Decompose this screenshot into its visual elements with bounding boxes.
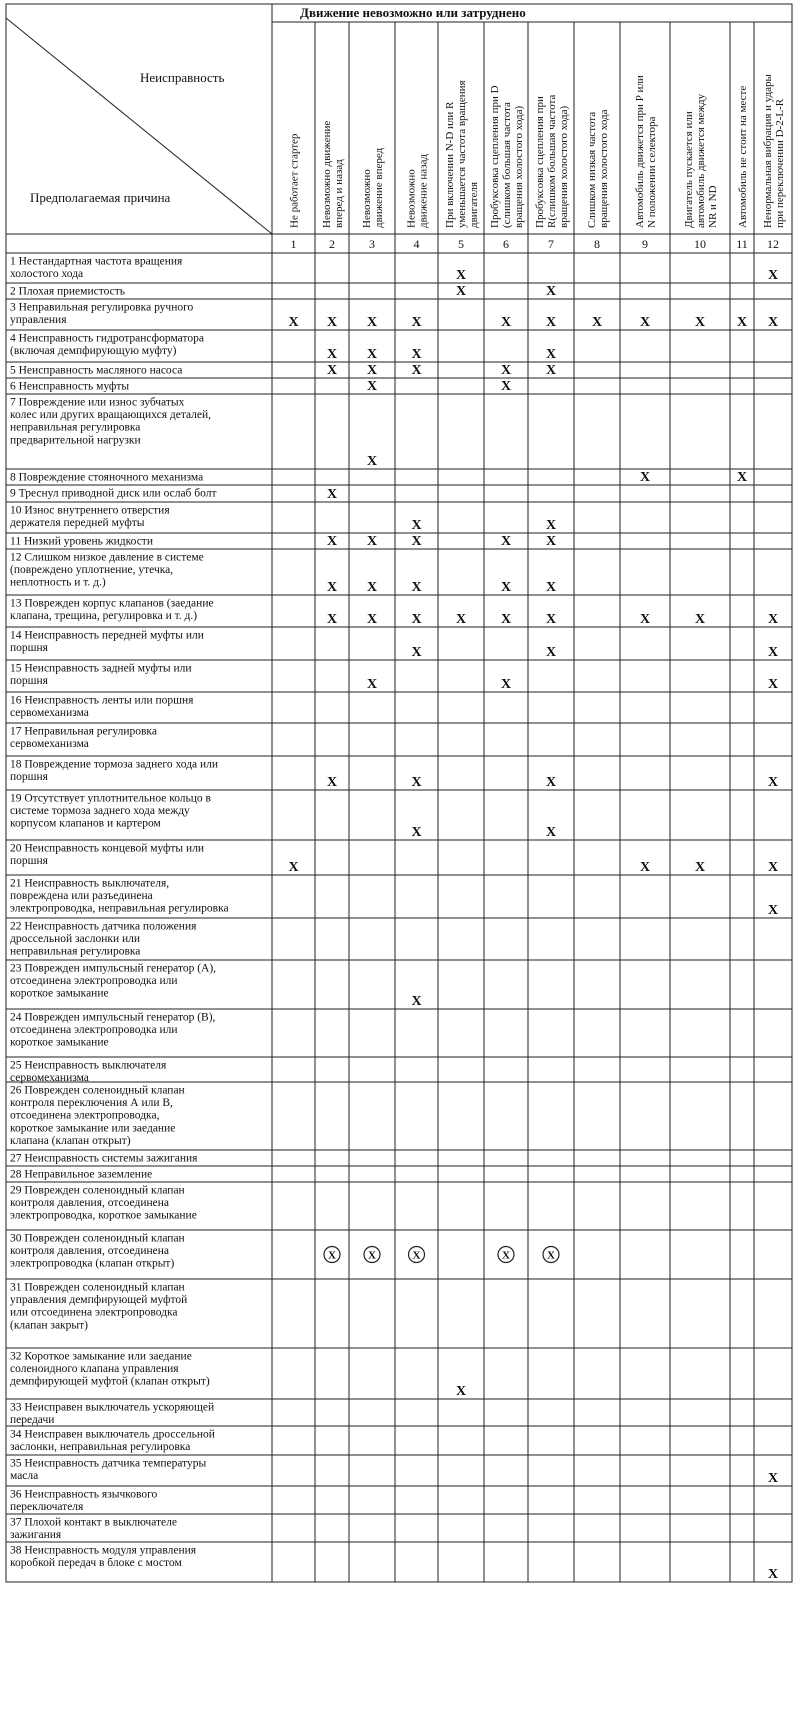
cause-text: 16 Неисправность ленты или поршня [10, 694, 194, 707]
cell-mark-x: X [366, 347, 378, 362]
column-header-5 [444, 80, 480, 228]
cause-text: сервомеханизма [10, 738, 89, 751]
cause-text: корпусом клапанов и картером [10, 817, 161, 830]
cause-text: отсоединена электропроводка или [10, 1024, 178, 1037]
cause-text: 35 Неисправность датчика температуры [10, 1457, 207, 1470]
cause-text: предварительной нагрузки [10, 434, 141, 447]
cell-mark-x: X [767, 903, 779, 918]
column-header-line: автомобиль движется между [695, 93, 707, 228]
cause-text: 8 Повреждение стояночного механизма [10, 471, 204, 484]
cell-mark-x: X [591, 315, 603, 330]
cell-mark-x: X [545, 645, 557, 660]
column-number: 11 [736, 237, 748, 251]
cell-mark-x: X [411, 612, 422, 627]
table-row [10, 1545, 778, 1583]
cause-text: дроссельной заслонки или [10, 933, 141, 946]
cause-text: поршня [10, 771, 48, 784]
column-header-6 [489, 85, 525, 228]
table-row [10, 1282, 187, 1332]
cell-mark-x: X [366, 379, 378, 394]
table-row [10, 1185, 197, 1222]
cause-text: 4 Неисправность гидротрансформатора [10, 332, 204, 345]
table-row [10, 878, 778, 919]
column-number: 3 [369, 237, 375, 251]
cell-mark-x: X [366, 612, 378, 627]
cell-mark-x: X [545, 347, 557, 362]
cell-mark-x: X [545, 363, 557, 378]
column-header-1 [289, 133, 301, 228]
table-row [10, 1233, 559, 1270]
cause-text: короткое замыкание [10, 987, 109, 1000]
cell-mark-x: X [694, 612, 706, 627]
cell-mark-x: X [411, 534, 422, 549]
cause-text: короткое замыкание или заедание [10, 1122, 176, 1135]
column-header-line: Невозможно [405, 169, 418, 228]
cause-text: 19 Отсутствует уплотнительное кольцо в [10, 792, 211, 805]
cause-text: 27 Неисправность системы зажигания [10, 1152, 198, 1165]
cell-mark-circled-x: X [547, 1249, 555, 1262]
cell-mark-x: X [767, 315, 779, 330]
table-row [10, 333, 556, 363]
cause-text: 36 Неисправность язычкового [10, 1488, 158, 1501]
column-number: 2 [329, 237, 335, 251]
column-number: 6 [503, 237, 509, 251]
cause-text: 23 Поврежден импульсный генератор (А), [10, 962, 217, 975]
column-header-line: При включении N-D или R [444, 101, 456, 228]
column-number: 8 [594, 237, 600, 251]
cell-mark-x: X [500, 363, 512, 378]
cause-text: 13 Поврежден корпус клапанов (заедание [10, 597, 214, 610]
cell-mark-x: X [411, 994, 422, 1009]
column-header-9 [634, 75, 658, 228]
cell-mark-x: X [411, 825, 422, 840]
cause-text: 7 Повреждение или износ зубчатых [10, 396, 185, 409]
cell-mark-x: X [366, 315, 378, 330]
cause-text: 2 Плохая приемистость [10, 285, 125, 298]
column-header-line: NR и ND [707, 185, 719, 228]
column-header-line: (слишком большая частота [501, 102, 513, 228]
table-row [10, 963, 422, 1010]
cell-mark-x: X [366, 677, 378, 692]
column-header-line: двигателя [468, 181, 480, 228]
cause-text: 21 Неисправность выключателя, [10, 877, 170, 890]
cause-text: 24 Поврежден импульсный генератор (В), [10, 1011, 216, 1024]
column-header-4 [406, 154, 430, 228]
cell-mark-x: X [736, 315, 748, 330]
cell-mark-x: X [545, 534, 557, 549]
cause-text: 25 Неисправность выключателя [10, 1059, 167, 1072]
cause-text: 14 Неисправность передней муфты или [10, 629, 204, 642]
cause-text: 3 Неправильная регулировка ручного [10, 301, 194, 314]
cause-text: 12 Слишком низкое давление в системе [10, 551, 204, 564]
table-row [10, 1153, 198, 1165]
cause-text: 11 Низкий уровень жидкости [10, 535, 153, 548]
cause-text: 9 Треснул приводной диск или ослаб болт [10, 487, 217, 500]
cell-mark-x: X [500, 580, 512, 595]
cause-text: холостого хода [10, 268, 84, 281]
cause-text: 29 Поврежден соленоидный клапан [10, 1184, 185, 1197]
table-row [10, 1517, 177, 1542]
column-number: 1 [290, 237, 297, 251]
column-header-line: Пробуксовка сцепления при D [489, 85, 501, 228]
cause-text: переключателя [10, 1501, 84, 1514]
table-row [10, 695, 194, 720]
corner-cause-label: Предполагаемая причина [30, 190, 171, 205]
cause-text: 10 Износ внутреннего отверстия [10, 504, 170, 517]
cell-mark-x: X [694, 315, 706, 330]
table-row [10, 302, 778, 331]
cell-mark-x: X [767, 775, 779, 790]
cell-mark-x: X [366, 534, 378, 549]
cell-mark-x: X [545, 612, 557, 627]
column-header-line: Слишком низкая частота [586, 111, 598, 228]
cell-mark-x: X [411, 315, 422, 330]
column-header-line: вперед и назад [333, 159, 345, 228]
cause-text: системе тормоза заднего хода между [10, 805, 190, 818]
table-row [10, 534, 556, 549]
column-number: 10 [694, 237, 706, 251]
table-row [10, 470, 747, 485]
cause-text: контроля давления, отсоединена [10, 1197, 169, 1210]
cause-text: соленоидного клапана управления [10, 1363, 179, 1376]
cause-text: неправильная регулировка [10, 421, 141, 434]
cell-mark-x: X [639, 470, 651, 485]
cell-mark-x: X [411, 518, 422, 533]
cell-mark-x: X [366, 580, 378, 595]
cause-text: 38 Неисправность модуля управления [10, 1544, 197, 1557]
cell-mark-x: X [326, 775, 338, 790]
table-row [10, 379, 511, 394]
cell-mark-x: X [326, 315, 338, 330]
cell-mark-circled-x: X [328, 1249, 336, 1262]
cause-text: 5 Неисправность масляного насоса [10, 364, 183, 377]
cell-mark-x: X [545, 775, 557, 790]
table-row [10, 1085, 185, 1147]
column-header-line: при переключении D-2-L-R [774, 98, 786, 228]
table-row [10, 505, 556, 534]
cause-text: 6 Неисправность муфты [10, 380, 130, 393]
column-header-line: R(слишком большая частота [546, 94, 558, 228]
cell-mark-x: X [366, 454, 378, 469]
column-header-12 [762, 73, 786, 228]
cell-mark-x: X [326, 487, 338, 502]
cell-mark-x: X [326, 534, 338, 549]
column-number: 7 [548, 237, 554, 251]
group-header: Движение невозможно или затруднено [300, 5, 526, 20]
cell-mark-x: X [767, 1471, 779, 1486]
cell-mark-x: X [326, 363, 338, 378]
cause-text: передачи [10, 1414, 55, 1427]
cell-mark-x: X [545, 518, 557, 533]
cause-text: 18 Повреждение тормоза заднего хода или [10, 758, 219, 771]
column-number: 4 [413, 237, 420, 251]
table-row [10, 487, 337, 502]
column-header-3 [361, 147, 385, 228]
cell-mark-x: X [326, 612, 338, 627]
cell-mark-x: X [455, 1384, 467, 1399]
cell-mark-x: X [366, 363, 378, 378]
cell-mark-x: X [500, 677, 512, 692]
column-header-line: вращения холостого хода) [513, 105, 525, 228]
cause-text: 22 Неисправность датчика положения [10, 920, 197, 933]
cell-mark-x: X [767, 677, 779, 692]
cause-text: 37 Плохой контакт в выключателе [10, 1516, 177, 1529]
cause-text: 34 Неисправен выключатель дроссельной [10, 1428, 215, 1441]
table-row [10, 1458, 778, 1487]
cause-text: сервомеханизма [10, 707, 89, 720]
corner-fault-label: Неисправность [140, 70, 225, 85]
cell-mark-x: X [455, 284, 467, 299]
table-row [10, 284, 556, 299]
table-row [10, 726, 157, 751]
cause-text: повреждена или разъединена [10, 890, 153, 903]
cause-text: заслонки, неправильная регулировка [10, 1441, 191, 1454]
column-header-line: движение назад [417, 153, 430, 228]
cause-text: электропроводка, короткое замыкание [10, 1209, 197, 1222]
cause-text: короткое замыкание [10, 1036, 109, 1049]
column-header-line: движение вперед [373, 147, 385, 228]
column-header-line: Автомобиль движется при Р или [634, 75, 646, 228]
column-header-line: Невозможно [361, 169, 373, 228]
cause-text: отсоединена электропроводка или [10, 975, 178, 988]
column-header-line: вращения холостого хода) [558, 105, 570, 228]
column-number: 12 [767, 237, 779, 251]
cause-text: клапана (клапан открыт) [10, 1134, 131, 1147]
cause-text: демпфирующей муфтой (клапан открыт) [10, 1375, 210, 1388]
cell-mark-x: X [411, 775, 422, 790]
cell-mark-x: X [288, 860, 299, 875]
table-row [10, 663, 778, 693]
cause-text: 33 Неисправен выключатель ускоряющей [10, 1401, 215, 1414]
cause-text: 26 Поврежден соленоидный клапан [10, 1084, 185, 1097]
table-row [10, 843, 778, 876]
cell-mark-x: X [545, 315, 557, 330]
table-row [10, 793, 556, 841]
column-number: 9 [642, 237, 648, 251]
column-header-line: Не работает стартер [288, 133, 301, 228]
cell-mark-x: X [326, 580, 338, 595]
cause-text: поршня [10, 642, 48, 655]
cause-text: колес или других вращающихся деталей, [10, 409, 212, 422]
cause-text: неправильная регулировка [10, 945, 141, 958]
cause-text: неплотность и т. д.) [10, 576, 106, 589]
cause-text: 1 Нестандартная частота вращения [10, 255, 183, 268]
cell-mark-x: X [500, 315, 512, 330]
cause-text: клапана, трещина, регулировка и т. д.) [10, 610, 198, 623]
cell-mark-x: X [411, 363, 422, 378]
column-header-line: вращения холостого хода [598, 109, 610, 228]
cell-mark-circled-x: X [502, 1249, 510, 1262]
column-header-line: уменьшается частота вращения [456, 80, 468, 228]
cell-mark-x: X [500, 612, 512, 627]
column-header-2 [321, 121, 345, 228]
cause-text: 30 Поврежден соленоидный клапан [10, 1232, 185, 1245]
table-row [10, 759, 778, 791]
cell-mark-x: X [767, 1567, 779, 1582]
cause-text: (повреждено уплотнение, утечка, [10, 564, 174, 577]
cell-mark-x: X [500, 379, 512, 394]
cause-text: поршня [10, 675, 48, 688]
cell-mark-x: X [545, 825, 557, 840]
cell-mark-x: X [736, 470, 748, 485]
table-row [10, 1060, 167, 1085]
cause-text: коробкой передач в блоке с мостом [10, 1557, 182, 1570]
cause-text: управления демпфирующей муфтой [10, 1294, 188, 1307]
cell-mark-x: X [545, 580, 557, 595]
column-header-8 [586, 109, 610, 228]
table-row [10, 1429, 215, 1454]
cell-mark-x: X [767, 645, 779, 660]
column-number: 5 [458, 237, 464, 251]
cause-text: 20 Неисправность концевой муфты или [10, 842, 205, 855]
cell-mark-x: X [411, 347, 422, 362]
cell-mark-x: X [767, 612, 779, 627]
table-row [10, 552, 556, 596]
cause-text: или отсоединена электропроводка [10, 1306, 178, 1319]
column-header-line: Ненормальная вибрация и удары [762, 74, 774, 228]
cause-text: отсоединена электропроводка, [10, 1109, 160, 1122]
cause-text: контроля давления, отсоединена [10, 1245, 169, 1258]
cause-text: 15 Неисправность задней муфты или [10, 662, 192, 675]
cause-text: 28 Неправильное заземление [10, 1168, 153, 1181]
table-row [10, 363, 556, 378]
cause-text: сервомеханизма [10, 1072, 89, 1085]
column-header-11 [737, 86, 749, 228]
column-header-10 [683, 93, 719, 228]
cell-mark-x: X [411, 645, 422, 660]
column-header-line: Автомобиль не стоит на месте [737, 85, 749, 228]
cell-mark-x: X [500, 534, 512, 549]
cell-mark-x: X [455, 612, 467, 627]
table-row [10, 1402, 214, 1427]
table-row [10, 397, 377, 470]
cell-mark-x: X [411, 580, 422, 595]
cell-mark-x: X [639, 860, 651, 875]
cause-text: 32 Короткое замыкание или заедание [10, 1350, 192, 1363]
table-row [10, 921, 197, 958]
cell-mark-x: X [694, 860, 706, 875]
cell-mark-x: X [639, 315, 651, 330]
table-row [10, 256, 778, 284]
cause-text: 31 Поврежден соленоидный клапан [10, 1281, 185, 1294]
cause-text: управления [10, 314, 67, 327]
cause-text: контроля переключения А или В, [10, 1097, 173, 1110]
cause-text: масла [10, 1470, 39, 1483]
column-header-line: N положении селектора [646, 116, 658, 228]
cell-mark-x: X [326, 347, 338, 362]
table-row [10, 1351, 466, 1400]
cell-mark-x: X [288, 315, 299, 330]
cause-text: 17 Неправильная регулировка [10, 725, 157, 738]
cell-mark-x: X [767, 860, 779, 875]
cell-mark-x: X [455, 268, 467, 283]
cell-mark-circled-x: X [368, 1249, 376, 1262]
table-row [10, 630, 778, 661]
table-row [10, 598, 778, 628]
table-row [10, 1489, 158, 1514]
cause-text: держателя передней муфты [10, 517, 145, 530]
cause-text: (включая демпфирующую муфту) [10, 345, 177, 358]
cause-text: зажигания [10, 1529, 62, 1542]
cell-mark-x: X [767, 268, 779, 283]
cause-text: поршня [10, 855, 48, 868]
table-row [10, 1169, 152, 1181]
cause-text: электропроводка (клапан открыт) [10, 1257, 175, 1270]
cell-mark-circled-x: X [412, 1249, 421, 1262]
column-header-line: Пробуксовка сцепления при [534, 96, 546, 228]
table-row [10, 1012, 216, 1049]
cause-text: электропроводка, неправильная регулировка [10, 902, 229, 915]
column-header-line: Невозможно движение [321, 120, 333, 228]
column-header-7 [534, 95, 570, 228]
cause-text: (клапан закрыт) [10, 1319, 88, 1332]
cell-mark-x: X [639, 612, 651, 627]
column-header-line: Двигатель пускается или [683, 111, 695, 228]
cell-mark-x: X [545, 284, 557, 299]
